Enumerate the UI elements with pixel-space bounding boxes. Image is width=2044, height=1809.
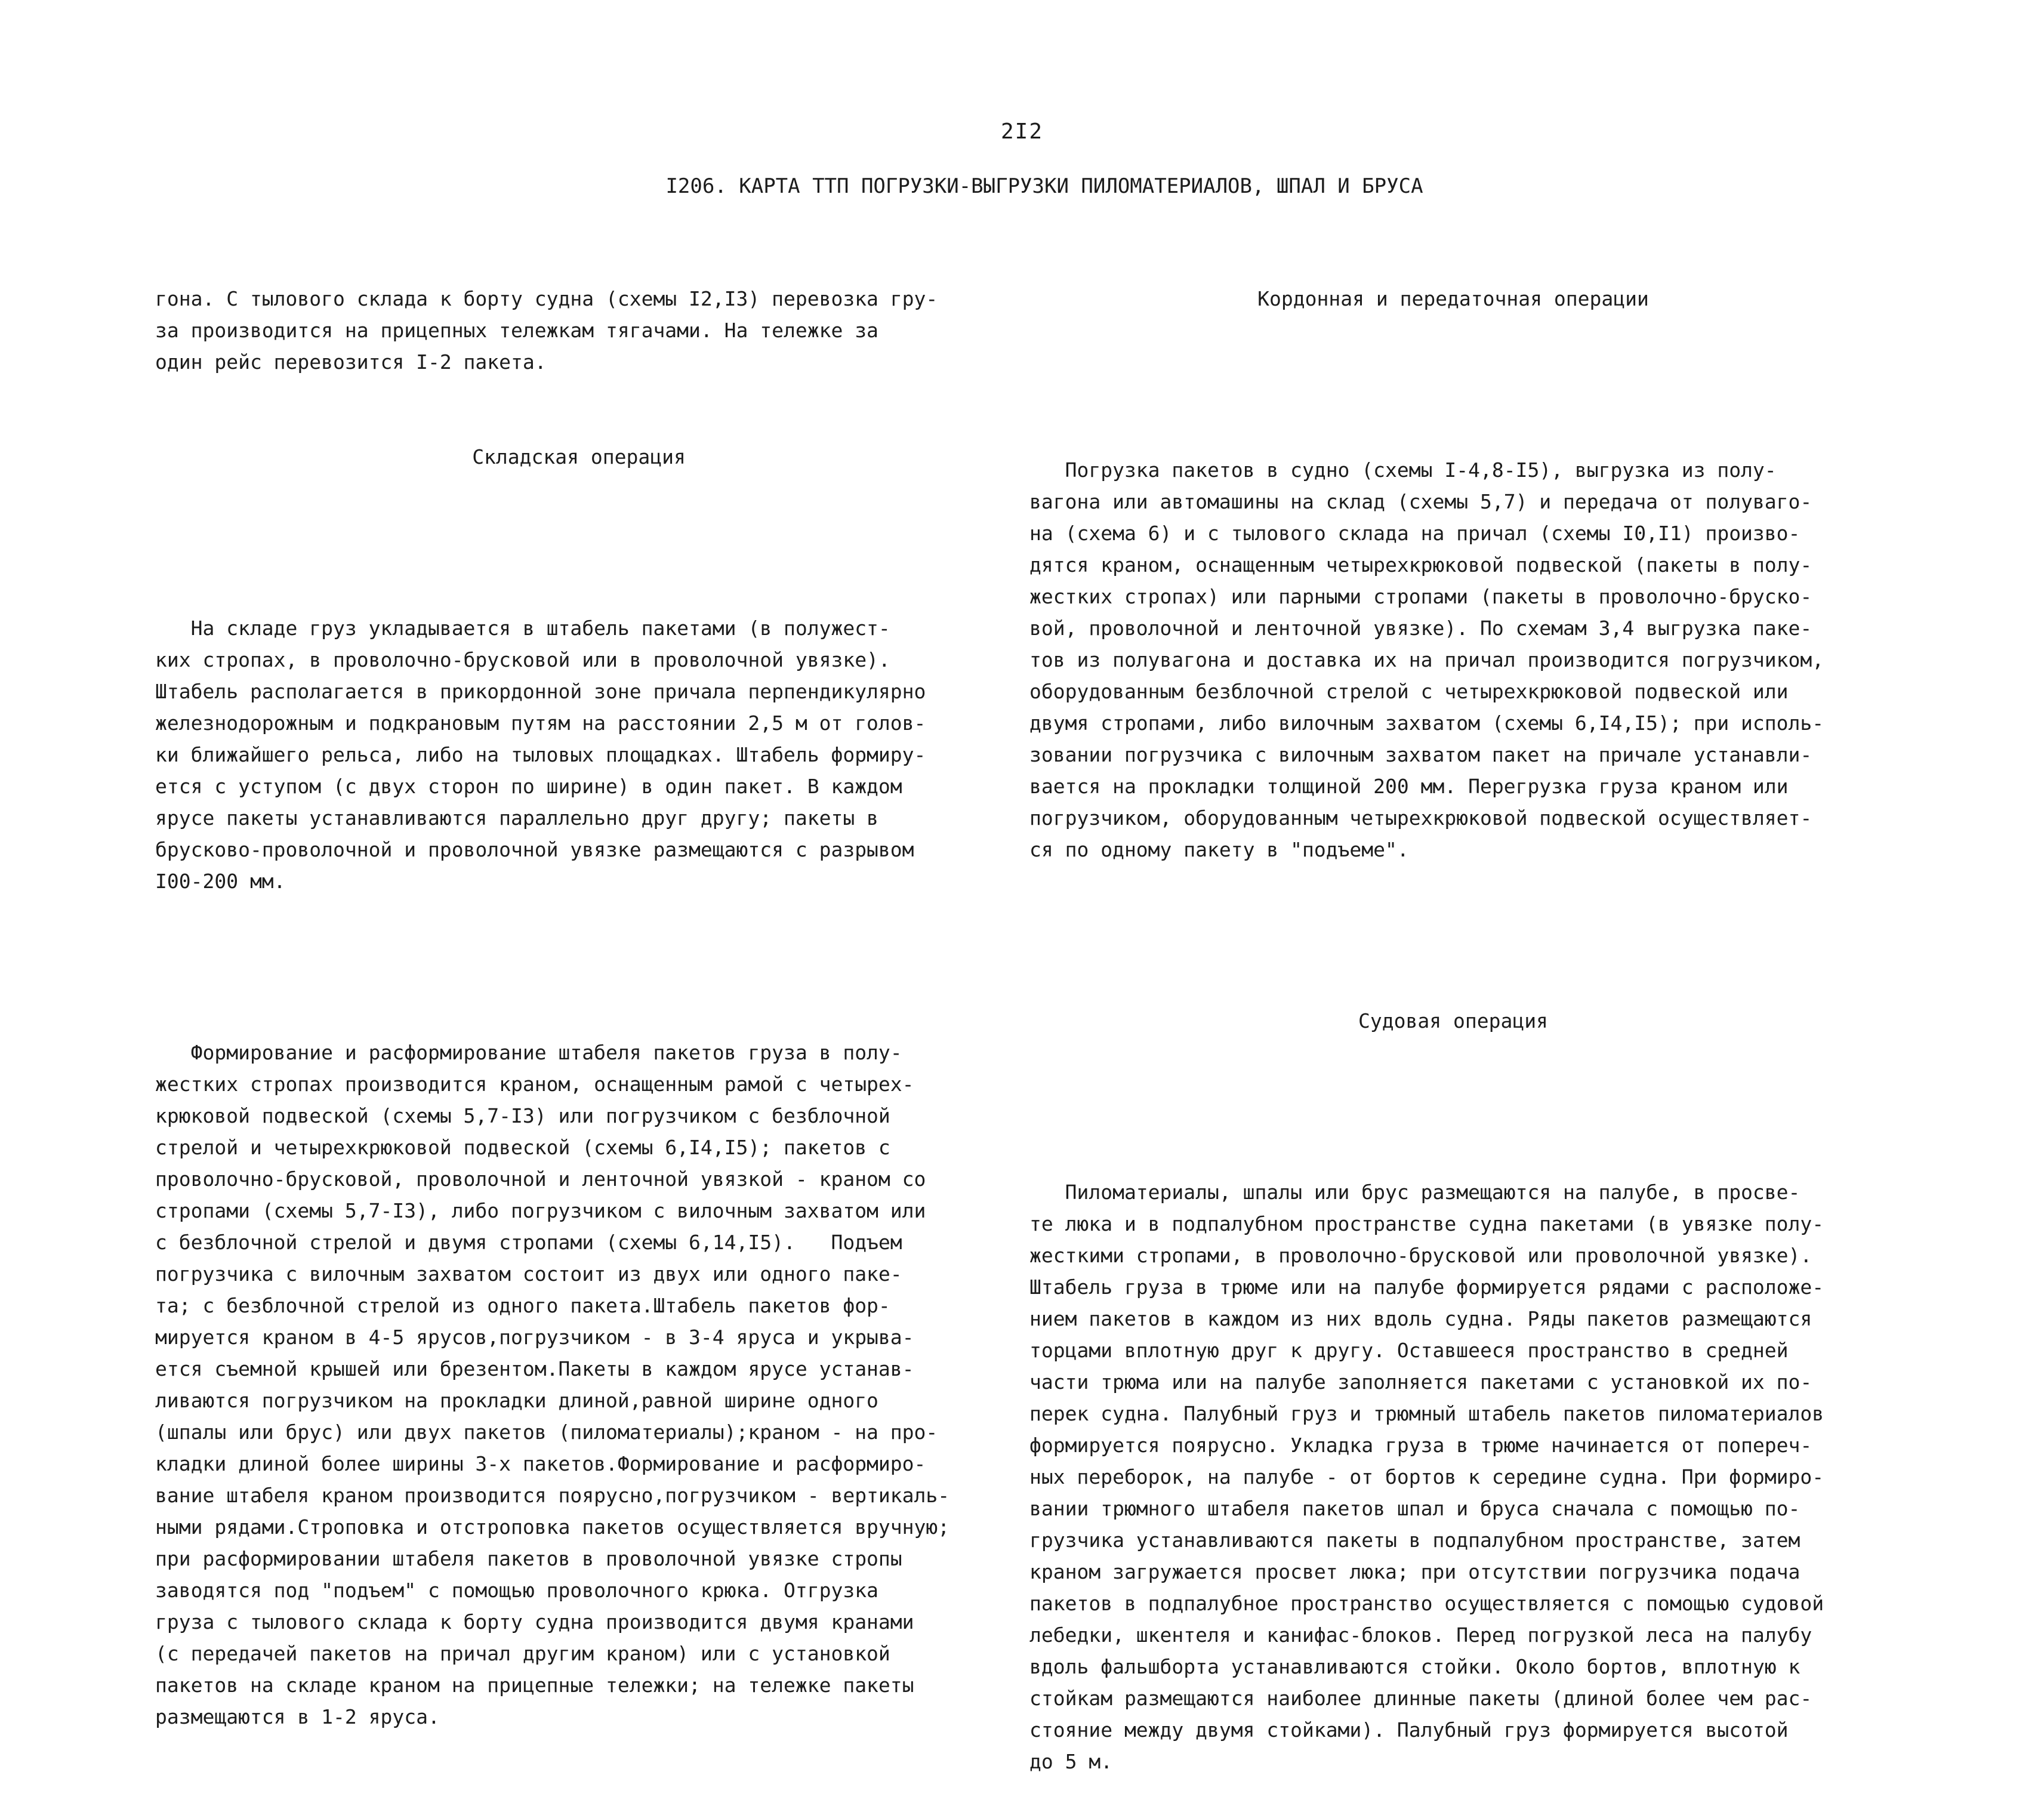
text-line: жесткими стропами, в проволочно-брусковой или проволочной увязке). [1029,1244,1812,1267]
text-line: Штабель располагается в прикордонной зоне причала перпендикулярно [155,680,926,703]
text-line: (с передачей пакетов на причал другим краном) или с установкой [155,1642,890,1665]
text-line: ется с уступом (с двух сторон по ширине) в один пакет. В каждом [155,775,902,798]
text-line: оборудованным безблочной стрелой с четырехкрюковой подвеской или [1029,680,1789,703]
text-line: двумя стропами, либо вилочным захватом (схемы 6,I4,I5); при исполь- [1029,711,1824,735]
page-title: I206. КАРТА ТТП ПОГРУЗКИ-ВЫГРУЗКИ ПИЛОМАТЕРИАЛОВ, ШПАЛ И БРУСА [665,174,1423,198]
page-number: 2I2 [1000,119,1044,144]
intro-text [155,283,1003,378]
text-line: стойкам размещаются наиболее длинные пакеты (длиной более чем рас- [1029,1687,1812,1710]
text-line: та; с безблочной стрелой из одного пакета.Штабель пакетов фор- [155,1294,890,1317]
text-line: ливаются погрузчиком на прокладки длиной,равной ширине одного [155,1389,878,1412]
text-line: проволочно-брусковой, проволочной и ленточной увязкой - краном со [155,1167,926,1191]
text-line: Пиломатериалы, шпалы или брус размещаются на палубе, в просве- [1029,1181,1801,1204]
text-line: ких стропах, в проволочно-брусковой или в проволочной увязке). [155,648,890,671]
text-line: Штабель груза в трюме или на палубе формируется рядами с расположе- [1029,1275,1824,1299]
text-line: нием пакетов в каждом из них вдоль судна. Ряды пакетов размещаются [1029,1307,1812,1330]
text-line: вании трюмного штабеля пакетов шпал и бруса сначала с помощью по- [1029,1497,1801,1520]
text-line: вание штабеля краном производится поярусно,погрузчиком - вертикаль- [155,1484,950,1507]
text-line: жестких стропах производится краном, оснащенным рамой с четырех- [155,1073,914,1096]
text-line: вдоль фальшборта устанавливаются стойки. Около бортов, вплотную к [1029,1655,1801,1678]
text-line: вагона или автомашины на склад (схемы 5,7) и передача от полуваго- [1029,490,1812,513]
text-line: гона. С тылового склада к борту судна (схемы I2,I3) перевозка гру- [155,287,938,310]
text-line: мируется краном в 4-5 ярусов,погрузчиком - в 3-4 яруса и укрыва- [155,1326,914,1349]
text-line: вается на прокладки толщиной 200 мм. Перегрузка груза краном или [1029,775,1789,798]
text-line: ными рядами.Строповка и отстроповка пакетов осуществляется вручную; [155,1515,950,1539]
text-line: грузчика устанавливаются пакеты в подпалубном пространстве, затем [1029,1528,1801,1552]
text-line: формируется поярусно. Укладка груза в трюме начинается от попереч- [1029,1434,1812,1457]
text-line: за производится на прицепных тележкам тягачами. На тележке за [155,319,878,342]
text-line: На складе груз укладывается в штабель пакетами (в полужест- [155,617,890,640]
text-line: на (схема 6) и с тылового склада на причал (схемы I0,I1) произво- [1029,522,1801,545]
paragraph-ship-operation [1029,1176,1877,1777]
text-line: ных переборок, на палубе - от бортов к середине судна. При формиро- [1029,1465,1824,1489]
text-line: торцами вплотную друг к другу. Оставшееся пространство в средней [1029,1339,1789,1362]
paragraph-warehouse-forming [155,1037,1003,1733]
text-line: погрузчика с вилочным захватом состоит из двух или одного паке- [155,1262,902,1286]
text-line: те люка и в подпалубном пространстве судна пакетами (в увязке полу- [1029,1212,1824,1235]
text-line: груза с тылового склада к борту судна производится двумя кранами [155,1610,914,1634]
text-line: кладки длиной более ширины 3-х пакетов.Формирование и расформиро- [155,1452,926,1475]
section-heading-quay: Кордонная и передаточная операции [1257,287,1649,310]
text-line: заводятся под "подъем" с помощью проволочного крюка. Отгрузка [155,1579,878,1602]
text-line: I00-200 мм. [155,870,286,893]
text-line: стрелой и четырехкрюковой подвеской (схемы 6,I4,I5); пакетов с [155,1136,890,1159]
text-line: ся по одному пакету в "подъеме". [1029,838,1409,861]
text-line: дятся краном, оснащенным четырехкрюковой подвеской (пакеты в полу- [1029,553,1812,577]
text-line: до 5 м. [1029,1750,1113,1773]
text-line: перек судна. Палубный груз и трюмный штабель пакетов пиломатериалов [1029,1402,1824,1425]
right-column [1029,220,1877,1809]
text-line: один рейс перевозится I-2 пакета. [155,350,547,374]
text-line: размещаются в 1-2 яруса. [155,1705,440,1728]
text-line: пакетов на складе краном на прицепные тележки; на тележке пакеты [155,1674,914,1697]
text-line: стропами (схемы 5,7-I3), либо погрузчиком с вилочным захватом или [155,1199,926,1222]
text-line: лебедки, шкентеля и канифас-блоков. Перед погрузкой леса на палубу [1029,1623,1812,1647]
left-column [155,220,1003,1764]
text-line: при расформировании штабеля пакетов в проволочной увязке стропы [155,1547,902,1570]
text-line: тов из полувагона и доставка их на причал производится погрузчиком, [1029,648,1824,671]
text-line: (шпалы или брус) или двух пакетов (пиломатериалы);краном - на про- [155,1420,938,1444]
text-line: ки ближайшего рельса, либо на тыловых площадках. Штабель формиру- [155,743,926,766]
paragraph-quay-transfer [1029,454,1877,865]
text-line: брусково-проволочной и проволочной увязке размещаются с разрывом [155,838,914,861]
section-heading-ship: Судовая операция [1358,1009,1548,1033]
text-line: краном загружается просвет люка; при отсутствии погрузчика подача [1029,1560,1801,1583]
section-heading-warehouse: Складская операция [472,445,686,469]
text-line: погрузчиком, оборудованным четырехкрюковой подвеской осуществляет- [1029,806,1812,830]
text-line: части трюма или на палубе заполняется пакетами с установкой их по- [1029,1370,1812,1394]
text-line: Формирование и расформирование штабеля пакетов груза в полу- [155,1041,902,1064]
text-line: вой, проволочной и ленточной увязке). По схемам 3,4 выгрузка паке- [1029,617,1812,640]
text-line: Погрузка пакетов в судно (схемы I-4,8-I5), выгрузка из полу- [1029,458,1777,482]
text-line: стояние между двумя стойками). Палубный груз формируется высотой [1029,1718,1789,1742]
text-line: жестких стропах) или парными стропами (пакеты в проволочно-бруско- [1029,585,1812,608]
text-line: железнодорожным и подкрановым путям на расстоянии 2,5 м от голов- [155,711,926,735]
text-line: ется съемной крышей или брезентом.Пакеты в каждом ярусе устанав- [155,1357,914,1380]
text-line: зовании погрузчика с вилочным захватом пакет на причале устанавли- [1029,743,1812,766]
text-line: ярусе пакеты устанавливаются параллельно друг другу; пакеты в [155,806,878,830]
paragraph-warehouse-stacking [155,612,1003,897]
text-line: пакетов в подпалубное пространство осуществляется с помощью судовой [1029,1592,1824,1615]
text-line: крюковой подвеской (схемы 5,7-I3) или погрузчиком с безблочной [155,1104,890,1127]
text-line: с безблочной стрелой и двумя стропами (схемы 6,14,I5). Подъем [155,1231,902,1254]
